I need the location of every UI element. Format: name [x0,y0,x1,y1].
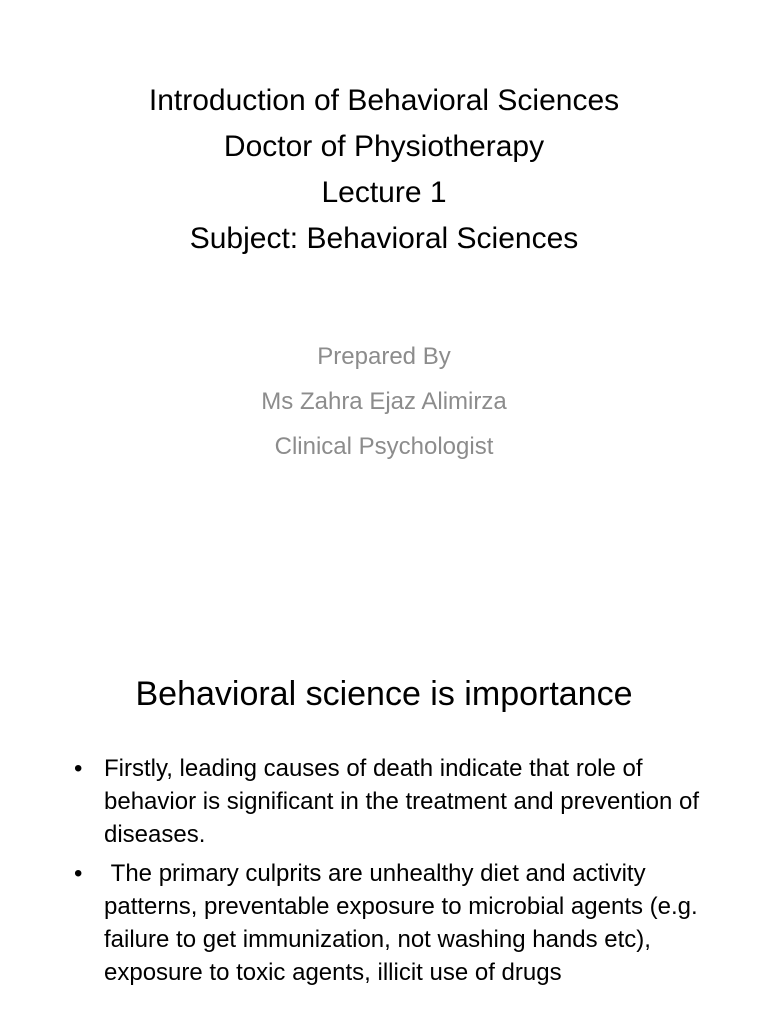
slide-heading: Behavioral science is importance [135,675,633,713]
title-line-subject: Subject: Behavioral Sciences [189,222,579,255]
bullet-list [74,752,714,995]
bullet-text: Firstly, leading causes of death indicate that role of behavior is significant in the treatment and prevention of diseases. [104,755,700,848]
bullet-item [74,857,714,989]
bullet-icon: • [74,860,83,887]
title-line-course: Introduction of Behavioral Sciences [148,84,620,117]
subtitle-prepared-by: Prepared By [317,343,451,370]
slide-importance [0,640,768,1024]
subtitle-author-role: Clinical Psychologist [274,433,494,460]
title-line-program: Doctor of Physiotherapy [223,130,545,163]
bullet-text: The primary culprits are unhealthy diet and activity patterns, preventable exposure to microbial agents (e.g. failure to get immunization, not washing hands etc), exposure to toxic agents, illicit use of drugs [104,860,705,986]
slide-title-heading [0,78,768,262]
bullet-item [74,752,714,851]
title-line-lecture: Lecture 1 [321,176,447,209]
subtitle-author-name: Ms Zahra Ejaz Alimirza [261,388,507,415]
bullet-icon: • [74,755,83,782]
slide-subtitle [0,334,768,469]
